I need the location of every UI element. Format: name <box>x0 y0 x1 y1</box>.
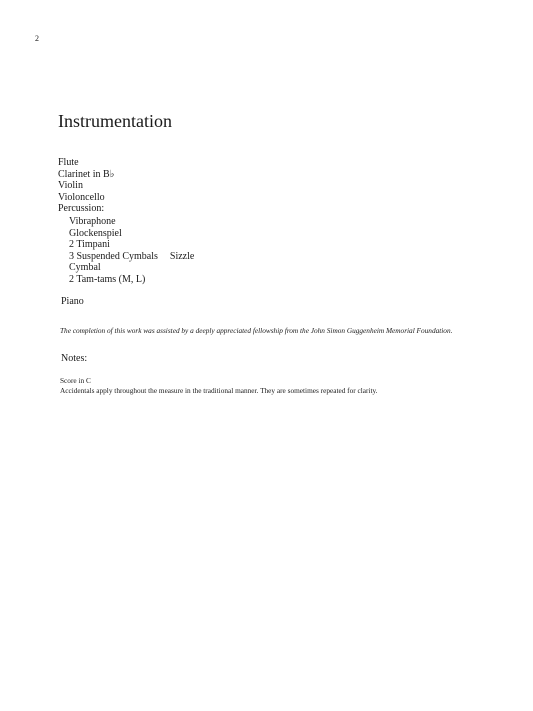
instrument-item: Percussion: <box>58 203 105 214</box>
instrument-item: Violoncello <box>58 191 105 203</box>
percussion-list <box>69 216 194 285</box>
page-title: Instrumentation <box>58 111 172 131</box>
notes-list <box>60 376 378 395</box>
instrument-item: Violin <box>58 180 83 191</box>
percussion-item: Vibraphone <box>69 216 116 227</box>
cymbals-label: 3 Suspended Cymbals <box>69 250 158 262</box>
note-line: Accidentals apply throughout the measure in the traditional manner. They are sometimes repeated for clarity. <box>60 385 378 395</box>
sizzle-label: Sizzle <box>169 250 195 262</box>
instrument-piano: Piano <box>61 296 84 307</box>
page-number: 2 <box>35 34 39 43</box>
acknowledgement-text: The completion of this work was assisted by a deeply appreciated fellowship from the John Simon Guggenheim Memorial Foundation. <box>60 326 453 335</box>
percussion-item-cymbals <box>69 251 194 263</box>
instrument-item: Clarinet in B♭ <box>58 168 115 180</box>
instrument-list <box>58 157 114 215</box>
percussion-item: 2 Timpani <box>69 239 110 250</box>
percussion-item: Glockenspiel <box>69 227 122 239</box>
notes-heading: Notes: <box>61 353 88 364</box>
note-line: Score in C <box>60 376 91 385</box>
percussion-item: Cymbal <box>69 262 101 273</box>
instrument-item: Flute <box>58 157 79 168</box>
percussion-item: 2 Tam-tams (M, L) <box>69 273 146 285</box>
